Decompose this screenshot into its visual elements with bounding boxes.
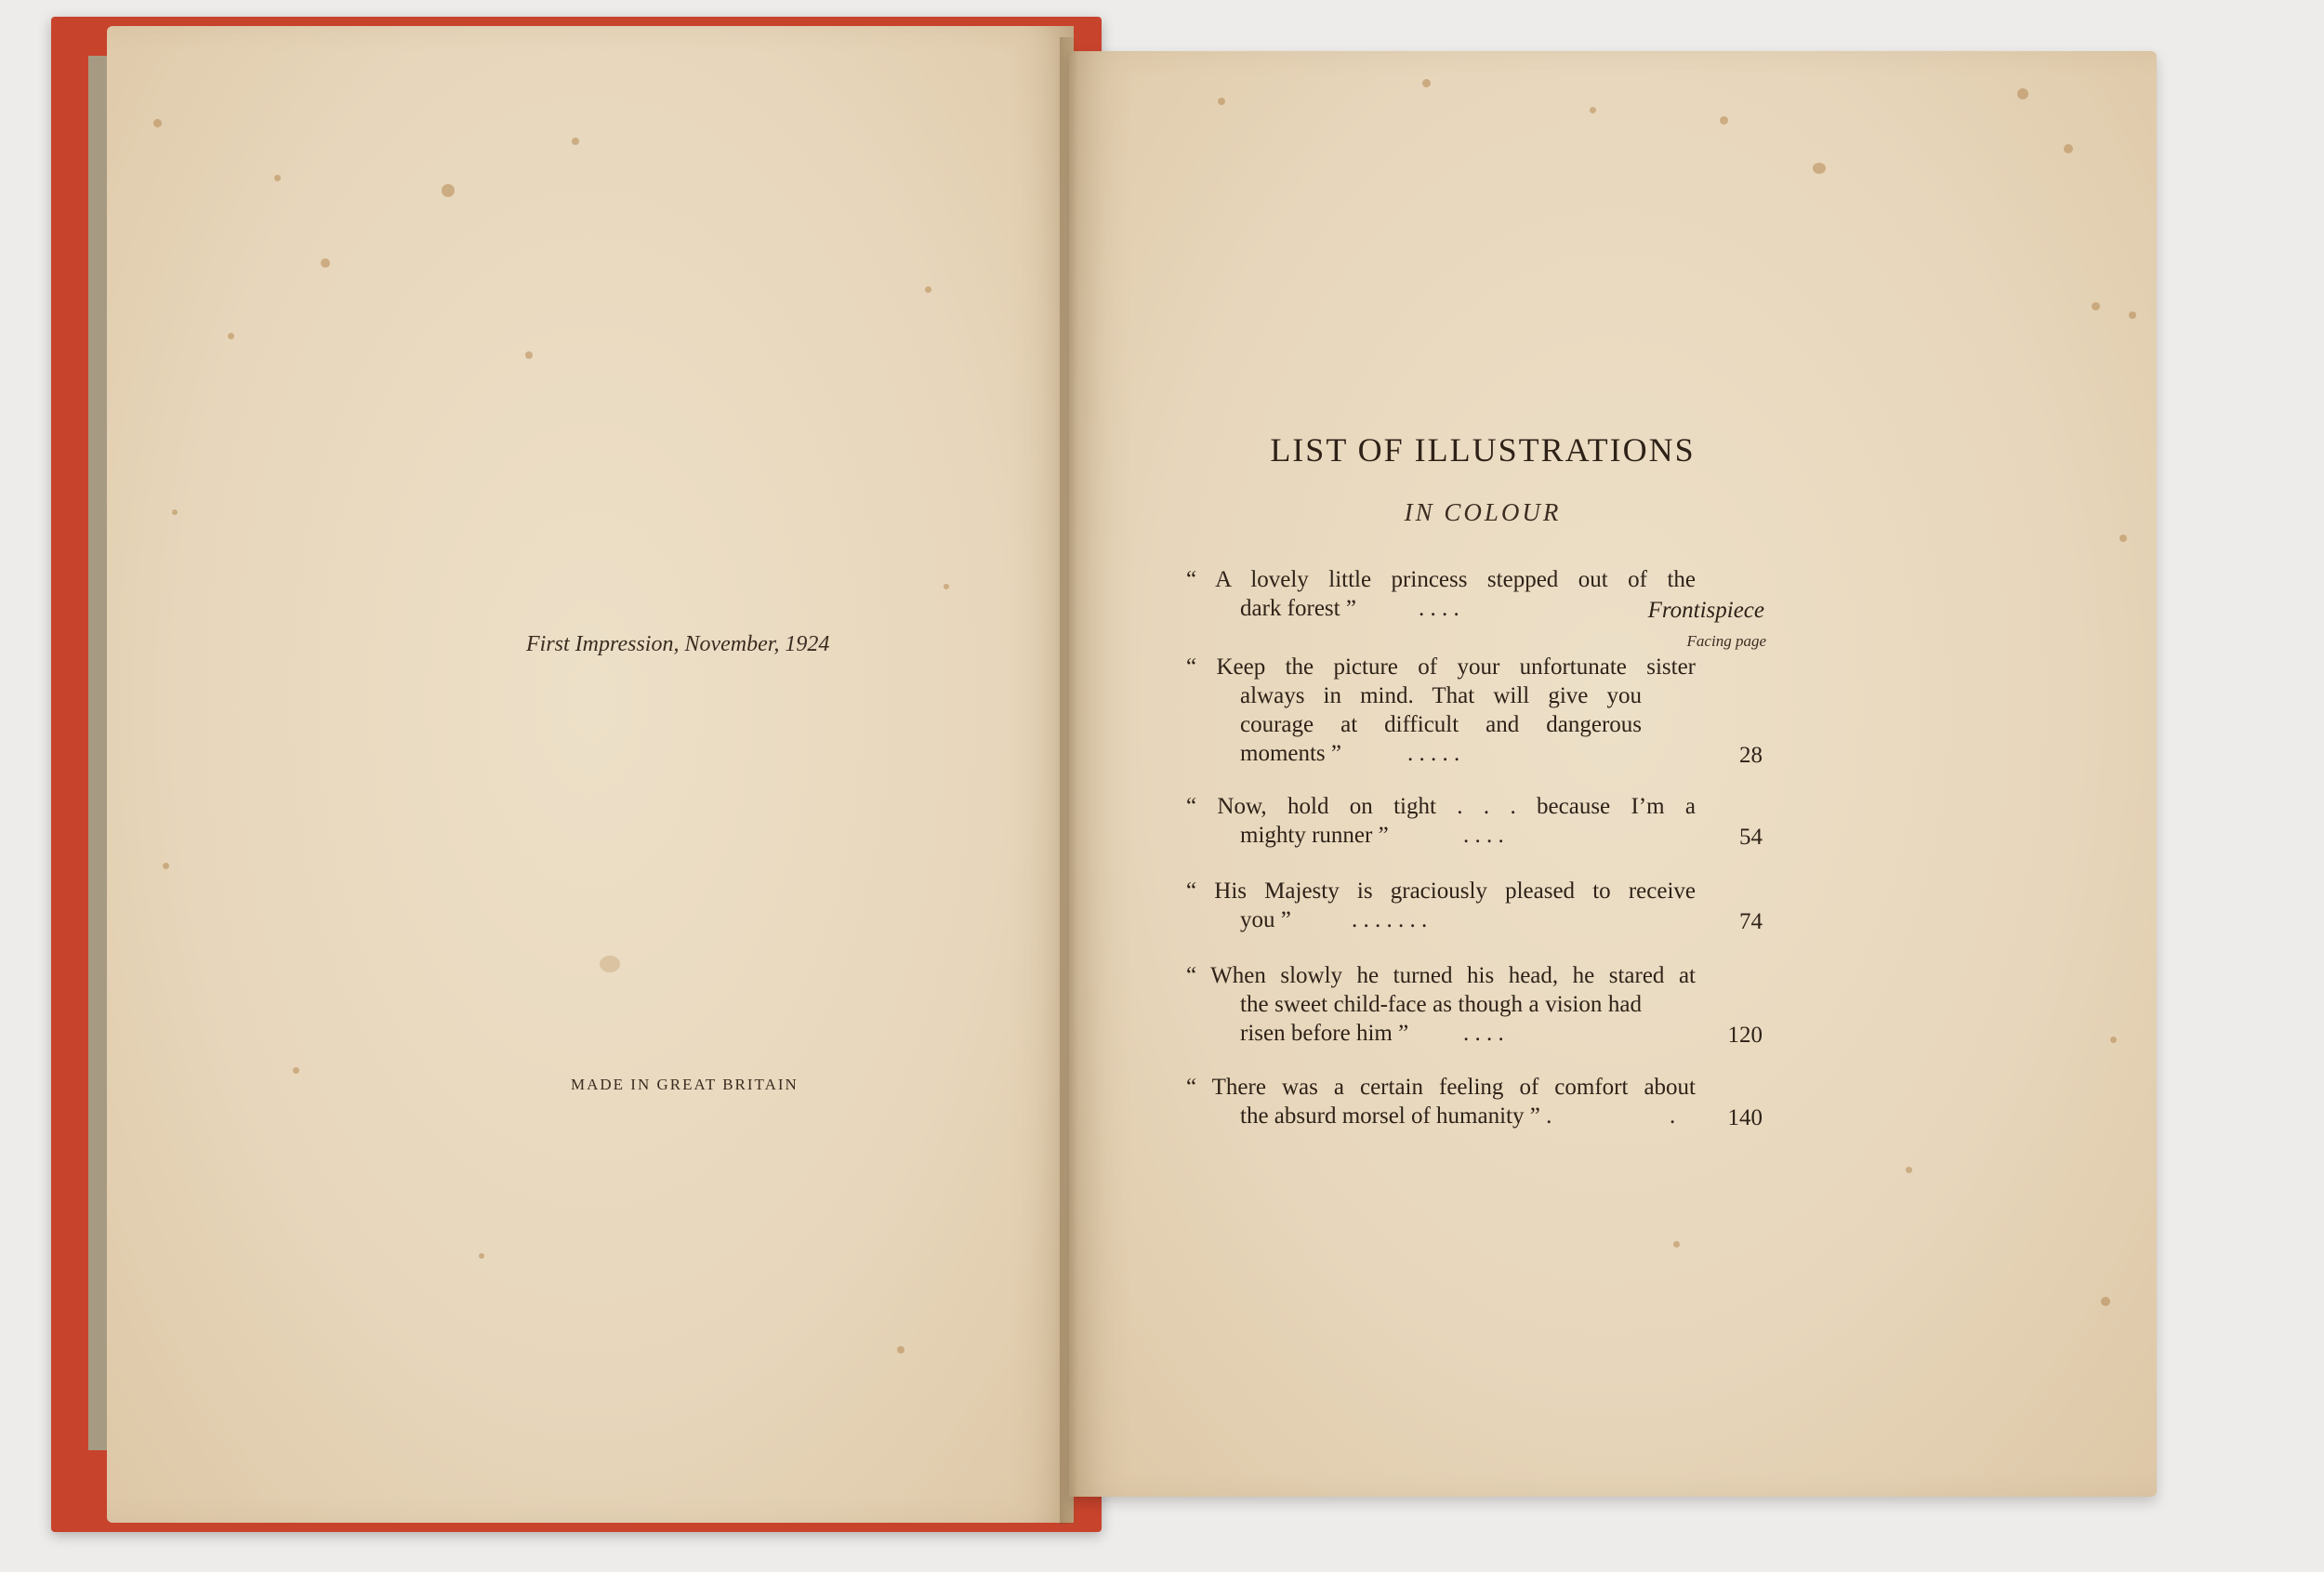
leader-dots: .	[1670, 1103, 1676, 1129]
left-page	[107, 26, 1074, 1523]
page-number: 140	[1727, 1105, 1763, 1130]
illustration-entry	[1186, 877, 1763, 934]
made-in-note: MADE IN GREAT BRITAIN	[571, 1076, 799, 1093]
illustration-entry	[1186, 565, 1764, 623]
page-number: 120	[1727, 1023, 1763, 1048]
entry-line: “ There was a certain feeling of comfort about	[1186, 1075, 1696, 1100]
entry-line: risen before him ” . . . . 120	[1240, 1021, 1763, 1048]
entry-line: mighty runner ” . . . . 54	[1240, 823, 1763, 850]
entry-line: dark forest ” . . . . Frontispiece	[1240, 596, 1764, 623]
page-number: 74	[1739, 909, 1763, 934]
leader-dots: . . . .	[1463, 1021, 1504, 1046]
entry-line: the absurd morsel of humanity ” . . 140	[1240, 1103, 1763, 1130]
first-impression-note: First Impression, November, 1924	[526, 632, 830, 656]
entry-line: always in mind. That will give you	[1240, 683, 1642, 708]
entry-line: “ Now, hold on tight . . . because I’m a	[1186, 794, 1696, 819]
entry-line: “ Keep the picture of your unfortunate sister	[1186, 654, 1696, 680]
entry-line: “ A lovely little princess stepped out of the	[1186, 567, 1696, 592]
entry-line: you ” . . . . . . . 74	[1240, 907, 1763, 934]
entry-line: “ His Majesty is graciously pleased to receive	[1186, 878, 1696, 904]
page-title: LIST OF ILLUSTRATIONS	[1270, 431, 1696, 469]
leader-dots: . . . .	[1419, 596, 1459, 621]
entry-line: “ When slowly he turned his head, he stared at	[1186, 963, 1696, 988]
entry-line: moments ” . . . . . 28	[1240, 741, 1763, 768]
illustration-entry	[1186, 792, 1763, 850]
illustration-entry	[1186, 653, 1763, 768]
illustration-entry	[1186, 961, 1763, 1048]
illustration-entry	[1186, 1073, 1763, 1130]
page-subtitle: IN COLOUR	[1404, 498, 1562, 526]
entry-line: courage at difficult and dangerous	[1240, 712, 1642, 737]
page-number: 54	[1739, 825, 1763, 850]
leader-dots: . . . .	[1463, 823, 1504, 848]
leader-dots: . . . . . . .	[1352, 907, 1428, 932]
right-page	[1069, 51, 2157, 1497]
leader-dots: . . . . .	[1407, 741, 1460, 766]
book-gutter	[1060, 37, 1078, 1525]
page-number: 28	[1739, 743, 1763, 768]
page-number: Frontispiece	[1647, 598, 1764, 623]
entry-line: the sweet child-face as though a vision had	[1240, 992, 1642, 1017]
facing-page-label: Facing page	[1686, 632, 1766, 650]
